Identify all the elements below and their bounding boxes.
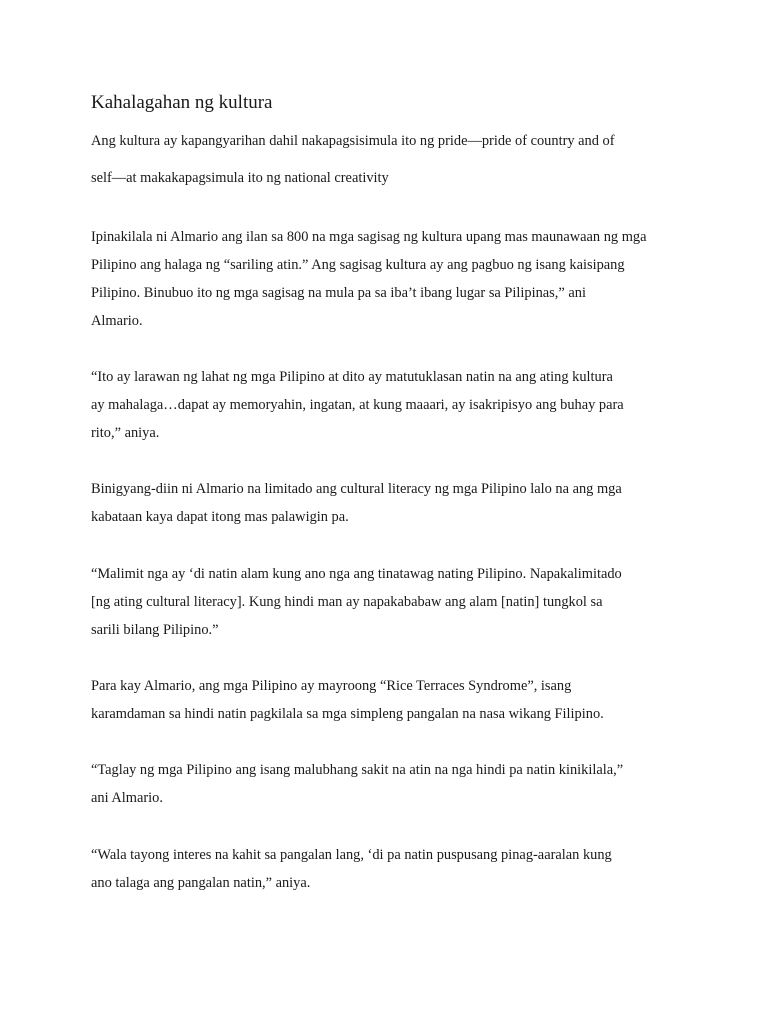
- paragraph-line: rito,” aniya.: [91, 425, 160, 441]
- paragraph-line: “Malimit nga ay ‘di natin alam kung ano nga ang tinatawag nating Pilipino. Napakalimitado: [91, 566, 622, 582]
- paragraph-line: kabataan kaya dapat itong mas palawigin pa.: [91, 509, 349, 525]
- paragraph-line: Almario.: [91, 313, 143, 329]
- paragraph-line: Pilipino. Binubuo ito ng mga sagisag na mula pa sa iba’t ibang lugar sa Pilipinas,” ani: [91, 285, 586, 301]
- paragraph-line: ani Almario.: [91, 790, 163, 806]
- paragraph-line: Ang kultura ay kapangyarihan dahil nakapagsisimula ito ng pride—pride of country and of: [91, 133, 615, 149]
- paragraph-line: ay mahalaga…dapat ay memoryahin, ingatan, at kung maaari, ay isakripisyo ang buhay para: [91, 397, 624, 413]
- paragraph-line: ano talaga ang pangalan natin,” aniya.: [91, 875, 311, 891]
- paragraph-line: Pilipino ang halaga ng “sariling atin.” Ang sagisag kultura ay ang pagbuo ng isang kaisipang: [91, 257, 625, 273]
- paragraph-line: “Ito ay larawan ng lahat ng mga Pilipino at dito ay matutuklasan natin na ang ating kultura: [91, 369, 613, 385]
- paragraph-line: [ng ating cultural literacy]. Kung hindi man ay napakababaw ang alam [natin] tungkol sa: [91, 594, 603, 610]
- paragraph-line: Para kay Almario, ang mga Pilipino ay mayroong “Rice Terraces Syndrome”, isang: [91, 678, 572, 694]
- document-title: Kahalagahan ng kultura: [91, 92, 273, 113]
- paragraph-line: “Taglay ng mga Pilipino ang isang malubhang sakit na atin na nga hindi pa natin kinikilala,”: [91, 762, 624, 778]
- paragraph-line: “Wala tayong interes na kahit sa pangalan lang, ‘di pa natin puspusang pinag-aaralan kung: [91, 847, 612, 863]
- paragraph-line: Binigyang-diin ni Almario na limitado ang cultural literacy ng mga Pilipino lalo na ang mga: [91, 481, 622, 497]
- paragraph-line: self—at makakapagsimula ito ng national creativity: [91, 170, 389, 186]
- paragraph-line: karamdaman sa hindi natin pagkilala sa mga simpleng pangalan na nasa wikang Filipino.: [91, 706, 604, 722]
- paragraph-line: sarili bilang Pilipino.”: [91, 622, 219, 638]
- paragraph-line: Ipinakilala ni Almario ang ilan sa 800 na mga sagisag ng kultura upang mas maunawaan ng mga: [91, 229, 647, 245]
